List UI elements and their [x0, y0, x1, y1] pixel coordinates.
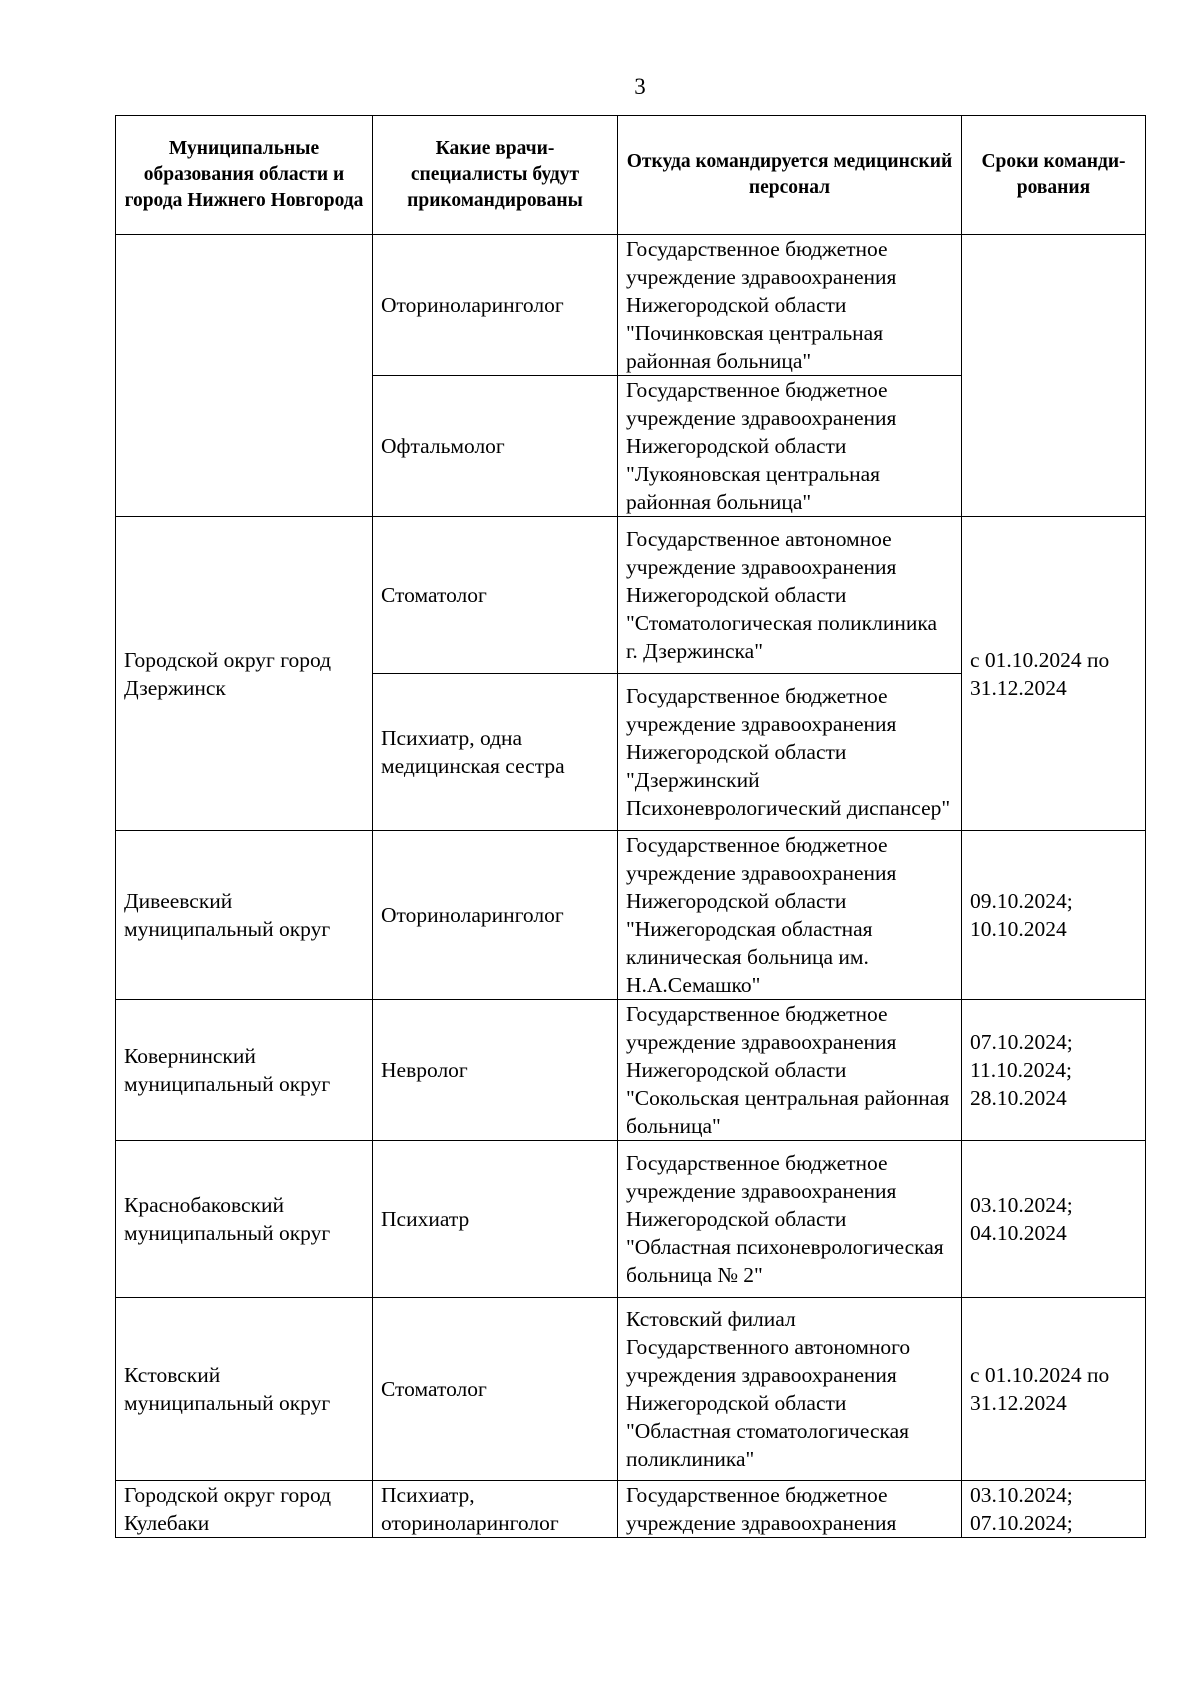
- table-row: [116, 1141, 1146, 1298]
- table-header-row: [116, 116, 1146, 235]
- source-cell: Государственное бюджетное учреждение здравоохранения Нижегородской области "Областная психоневрологическая больница № 2": [618, 1141, 962, 1298]
- header-source: Откуда командируется медицинский персонал: [618, 116, 962, 235]
- specialist-cell: Стоматолог: [373, 1298, 618, 1481]
- table-row: [116, 235, 1146, 376]
- source-cell: Государственное бюджетное учреждение здравоохранения Нижегородской области "Починковская центральная районная больница": [618, 235, 962, 376]
- specialist-cell: Невролог: [373, 1000, 618, 1141]
- municipality-cell: Ковернинский муниципальный округ: [116, 1000, 373, 1141]
- header-specialist: Какие врачи-специалисты будут прикомандированы: [373, 116, 618, 235]
- table-row: [116, 1481, 1146, 1538]
- term-cell: [962, 235, 1146, 517]
- specialist-cell: Оториноларинголог: [373, 235, 618, 376]
- source-cell: Государственное бюджетное учреждение здравоохранения Нижегородской области "Дзержинский Психоневрологический диспансер": [618, 674, 962, 831]
- term-cell: 09.10.2024; 10.10.2024: [962, 831, 1146, 1000]
- specialist-cell: Психиатр, оториноларинголог: [373, 1481, 618, 1538]
- specialist-cell: Оториноларинголог: [373, 831, 618, 1000]
- header-term: Сроки команди-рования: [962, 116, 1146, 235]
- specialist-cell: Офтальмолог: [373, 376, 618, 517]
- term-cell: 03.10.2024; 04.10.2024: [962, 1141, 1146, 1298]
- municipality-cell: [116, 235, 373, 517]
- header-municipality: Муниципальные образования области и города Нижнего Новгорода: [116, 116, 373, 235]
- specialist-cell: Стоматолог: [373, 517, 618, 674]
- term-cell: 07.10.2024; 11.10.2024; 28.10.2024: [962, 1000, 1146, 1141]
- municipality-cell: Городской округ город Дзержинск: [116, 517, 373, 831]
- source-cell: Государственное бюджетное учреждение здравоохранения Нижегородской области "Нижегородская областная клиническая больница им. Н.А.Семашко": [618, 831, 962, 1000]
- municipality-cell: Кстовский муниципальный округ: [116, 1298, 373, 1481]
- assignment-table: [115, 115, 1146, 1538]
- municipality-cell: Краснобаковский муниципальный округ: [116, 1141, 373, 1298]
- table-row: [116, 517, 1146, 674]
- source-cell: Государственное бюджетное учреждение здравоохранения Нижегородской области "Лукояновская центральная районная больница": [618, 376, 962, 517]
- table-row: [116, 1298, 1146, 1481]
- page-number: 3: [634, 74, 646, 99]
- municipality-cell: Городской округ город Кулебаки: [116, 1481, 373, 1538]
- term-cell: с 01.10.2024 по 31.12.2024: [962, 1298, 1146, 1481]
- specialist-cell: Психиатр, одна медицинская сестра: [373, 674, 618, 831]
- term-cell: 03.10.2024; 07.10.2024;: [962, 1481, 1146, 1538]
- source-cell: Государственное бюджетное учреждение здравоохранения Нижегородской области "Сокольская центральная районная больница": [618, 1000, 962, 1141]
- term-cell: с 01.10.2024 по 31.12.2024: [962, 517, 1146, 831]
- table-row: [116, 1000, 1146, 1141]
- source-cell: Кстовский филиал Государственного автономного учреждения здравоохранения Нижегородской области "Областная стоматологическая поликлиника": [618, 1298, 962, 1481]
- table-row: [116, 831, 1146, 1000]
- source-cell: Государственное автономное учреждение здравоохранения Нижегородской области "Стоматологическая поликлиника г. Дзержинска": [618, 517, 962, 674]
- municipality-cell: Дивеевский муниципальный округ: [116, 831, 373, 1000]
- specialist-cell: Психиатр: [373, 1141, 618, 1298]
- source-cell: Государственное бюджетное учреждение здравоохранения: [618, 1481, 962, 1538]
